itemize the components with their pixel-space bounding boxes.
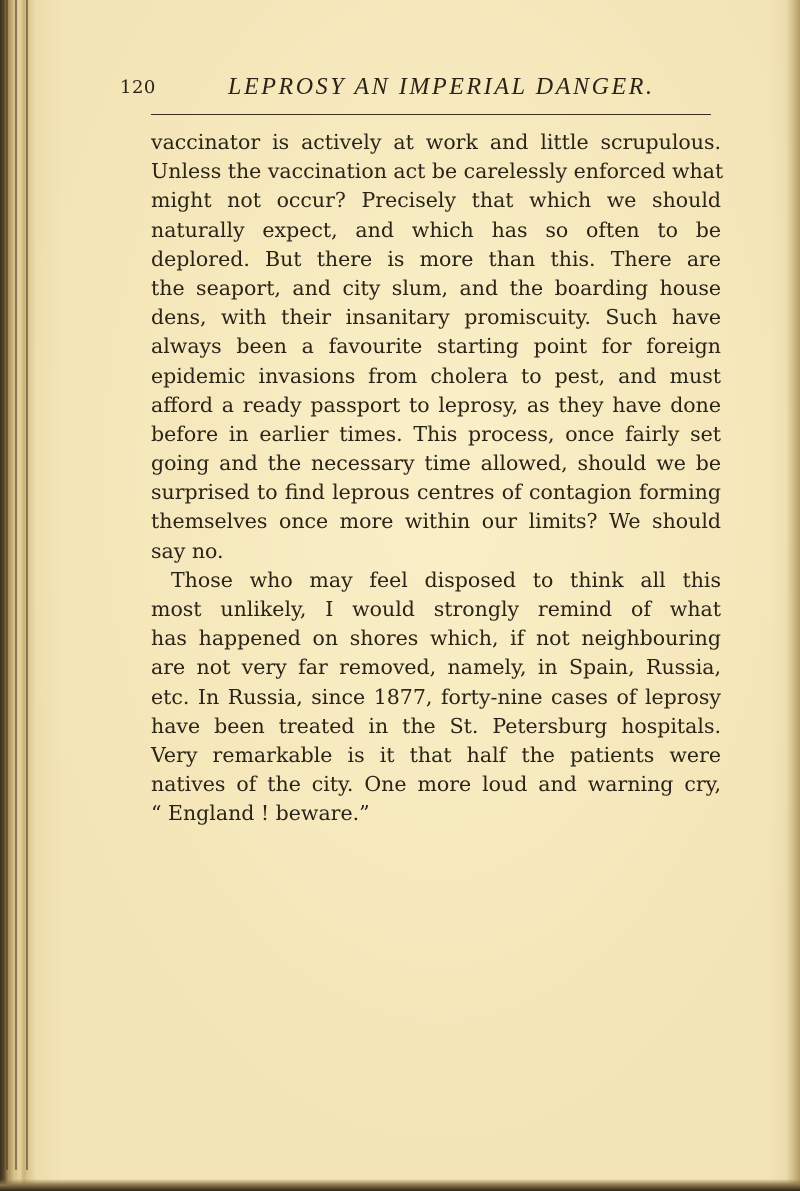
text-line: most unlikely, I would strongly remind of what [151,597,721,621]
text-line: might not occur? Precisely that which we should [151,188,721,213]
paragraph-1 [151,128,724,566]
text-line: afford a ready passport to leprosy, as they have done [151,392,721,417]
text-line: always been a favourite starting point for foreign [151,334,721,359]
page-edge-right [786,0,800,1191]
paragraph-2 [151,566,721,829]
running-title: LEPROSY AN IMPERIAL DANGER. [228,74,655,100]
text-line: vaccinator is actively at work and little scrupulous. [151,130,721,154]
text-line: the seaport, and city slum, and the boarding house [151,275,721,300]
gutter-rule [6,0,8,1170]
text-line: surprised to find leprous centres of contagion forming [151,480,721,505]
text-line: Unless the vaccination act be carelessly enforced what [151,159,724,184]
text-line: dens, with their insanitary promiscuity. Such have [151,305,721,330]
text-line: naturally expect, and which has so often to be [151,217,721,242]
text-line: deplored. But there is more than this. There are [151,246,721,271]
text-line: going and the necessary time allowed, should we be [151,451,721,476]
text-line: Very remarkable is it that half the patients were [151,742,721,767]
text-line: Those who may feel disposed to think all this [171,567,721,592]
binding-gutter [0,0,36,1191]
text-line: themselves once more within our limits? We should [151,509,721,534]
text-line: “ England ! beware.” [151,801,370,826]
text-line: epidemic invasions from cholera to pest, and must [151,363,721,388]
page-edge-bottom [0,1179,800,1191]
text-line: etc. In Russia, since 1877, forty-nine cases of leprosy [151,684,721,709]
body-text [151,128,724,829]
text-line: have been treated in the St. Petersburg hospitals. [151,713,721,738]
gutter-rule [26,0,28,1170]
text-line: are not very far removed, namely, in Spain, Russia, [151,655,721,680]
header-rule [151,114,711,115]
text-line: has happened on shores which, if not neighbouring [151,626,721,651]
page-number: 120 [120,77,156,98]
text-line: say no. [151,538,224,563]
gutter-rule [15,0,17,1170]
running-head [120,74,710,104]
text-line: before in earlier times. This process, once fairly set [151,421,721,446]
text-line: natives of the city. One more loud and warning cry, [151,772,721,797]
